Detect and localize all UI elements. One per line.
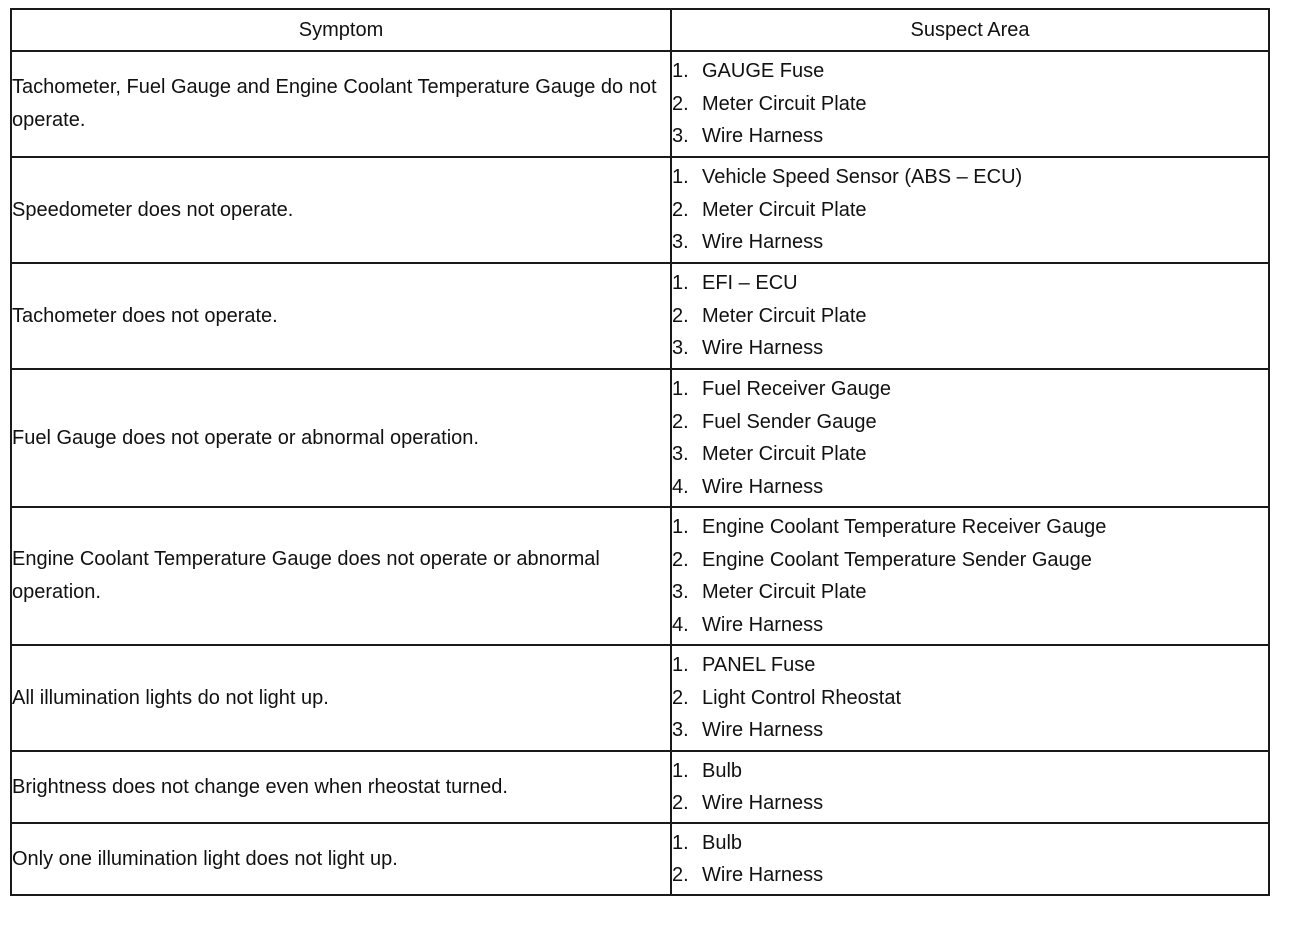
suspect-number: 3. (672, 231, 689, 254)
suspect-number: 1. (672, 166, 689, 189)
suspect-text: Wire Harness (702, 475, 824, 498)
suspect-number: 2. (672, 686, 689, 709)
suspect-list (672, 161, 1268, 259)
suspect-text: Meter Circuit Plate (702, 198, 867, 221)
suspect-text: GAUGE Fuse (702, 60, 825, 83)
suspect-number: 2. (672, 548, 689, 571)
suspect-text: PANEL Fuse (702, 654, 816, 677)
suspect-text: Engine Coolant Temperature Sender Gauge (702, 548, 1092, 571)
suspect-item (672, 373, 1268, 406)
suspect-list (672, 267, 1268, 365)
suspect-number: 3. (672, 443, 689, 465)
suspect-number: 1. (672, 378, 689, 400)
suspect-area-cell (671, 823, 1269, 895)
suspect-number: 2. (672, 198, 689, 221)
suspect-text: Meter Circuit Plate (702, 443, 867, 465)
symptom-cell: Only one illumination light does not light up. (11, 823, 671, 895)
suspect-item (672, 649, 1268, 682)
suspect-item (672, 827, 1268, 860)
symptom-cell: Speedometer does not operate. (11, 157, 671, 263)
suspect-number: 2. (672, 304, 689, 327)
suspect-text: Wire Harness (702, 231, 824, 254)
suspect-number: 1. (672, 654, 689, 677)
suspect-text: Meter Circuit Plate (702, 581, 867, 603)
suspect-text: Wire Harness (702, 864, 824, 886)
suspect-number: 3. (672, 337, 689, 360)
suspect-text: Wire Harness (702, 719, 824, 742)
table-row (11, 751, 1269, 823)
table-row (11, 157, 1269, 263)
suspect-list (672, 511, 1268, 641)
suspect-item (672, 267, 1268, 300)
suspect-item (672, 787, 1268, 820)
suspect-text: Wire Harness (702, 337, 824, 360)
suspect-list (672, 755, 1268, 820)
suspect-item (672, 300, 1268, 333)
suspect-list (672, 827, 1268, 892)
symptom-cell: Brightness does not change even when rheostat turned. (11, 751, 671, 823)
suspect-text: Wire Harness (702, 792, 824, 814)
suspect-text: Meter Circuit Plate (702, 92, 867, 115)
troubleshooting-table (10, 8, 1270, 896)
suspect-number: 4. (672, 475, 689, 498)
symptom-cell: Engine Coolant Temperature Gauge does not operate or abnormal operation. (11, 507, 671, 645)
suspect-area-cell (671, 369, 1269, 507)
suspect-item (672, 161, 1268, 194)
table-header-row (11, 9, 1269, 51)
suspect-number: 4. (672, 613, 689, 636)
suspect-area-cell (671, 157, 1269, 263)
suspect-text: Vehicle Speed Sensor (ABS – ECU) (702, 166, 1023, 189)
suspect-number: 1. (672, 831, 689, 854)
suspect-item (672, 576, 1268, 609)
suspect-number: 1. (672, 759, 689, 782)
suspect-number: 2. (672, 92, 689, 115)
suspect-text: Fuel Sender Gauge (702, 410, 877, 433)
suspect-list (672, 373, 1268, 503)
suspect-item (672, 55, 1268, 88)
table-row (11, 507, 1269, 645)
suspect-item (672, 755, 1268, 788)
suspect-number: 1. (672, 60, 689, 83)
suspect-area-column-header: Suspect Area (671, 9, 1269, 51)
suspect-text: Engine Coolant Temperature Receiver Gauge (702, 516, 1107, 538)
symptom-column-header: Symptom (11, 9, 671, 51)
suspect-number: 1. (672, 516, 689, 538)
suspect-number: 2. (672, 410, 689, 433)
suspect-text: Wire Harness (702, 613, 824, 636)
table-row (11, 369, 1269, 507)
suspect-item (672, 226, 1268, 259)
suspect-item (672, 544, 1268, 577)
suspect-number: 2. (672, 864, 689, 886)
suspect-item (672, 406, 1268, 439)
suspect-item (672, 88, 1268, 121)
suspect-item (672, 609, 1268, 642)
suspect-area-cell (671, 645, 1269, 751)
suspect-list (672, 55, 1268, 153)
symptom-cell: Tachometer, Fuel Gauge and Engine Coolant Temperature Gauge do not operate. (11, 51, 671, 157)
suspect-item (672, 511, 1268, 544)
table-row (11, 263, 1269, 369)
suspect-text: Bulb (702, 831, 743, 854)
suspect-number: 3. (672, 719, 689, 742)
suspect-number: 3. (672, 125, 689, 148)
suspect-number: 2. (672, 792, 689, 814)
suspect-item (672, 471, 1268, 504)
suspect-item (672, 332, 1268, 365)
suspect-item (672, 859, 1268, 892)
suspect-text: Light Control Rheostat (702, 686, 902, 709)
suspect-area-cell (671, 507, 1269, 645)
suspect-item (672, 714, 1268, 747)
suspect-item (672, 194, 1268, 227)
suspect-area-cell (671, 51, 1269, 157)
table-row (11, 823, 1269, 895)
suspect-list (672, 649, 1268, 747)
symptom-cell: Tachometer does not operate. (11, 263, 671, 369)
suspect-text: Meter Circuit Plate (702, 304, 867, 327)
symptom-cell: All illumination lights do not light up. (11, 645, 671, 751)
suspect-area-cell (671, 263, 1269, 369)
symptom-cell: Fuel Gauge does not operate or abnormal operation. (11, 369, 671, 507)
suspect-number: 1. (672, 272, 689, 295)
table-row (11, 645, 1269, 751)
suspect-text: Wire Harness (702, 125, 824, 148)
suspect-text: Bulb (702, 759, 743, 782)
suspect-text: Fuel Receiver Gauge (702, 378, 891, 400)
suspect-item (672, 438, 1268, 471)
suspect-number: 3. (672, 581, 689, 603)
suspect-area-cell (671, 751, 1269, 823)
table-row (11, 51, 1269, 157)
suspect-item (672, 120, 1268, 153)
suspect-text: EFI – ECU (702, 272, 798, 295)
suspect-item (672, 682, 1268, 715)
